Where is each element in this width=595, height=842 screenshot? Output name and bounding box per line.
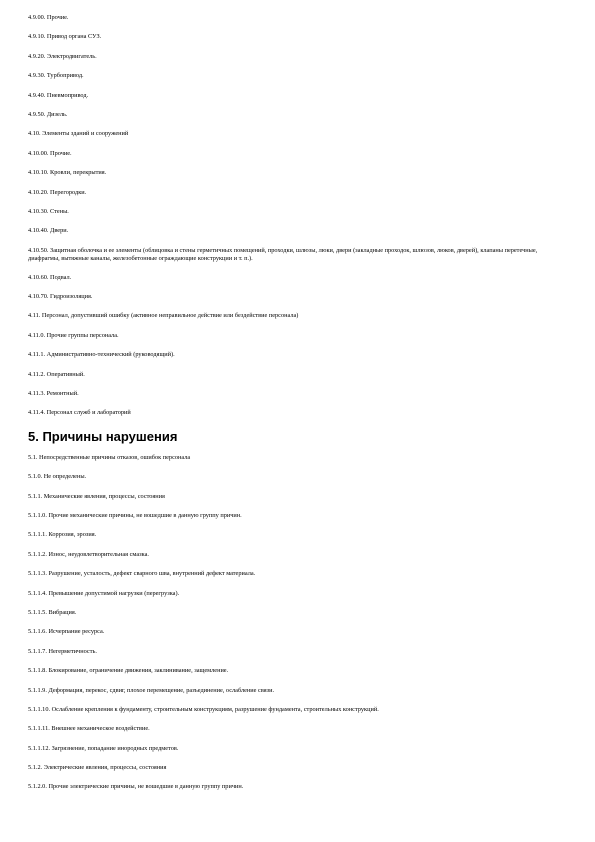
- list-item: 5.1.1.1. Коррозия, эрозия.: [28, 531, 97, 539]
- list-item: 5.1.1.3. Разрушение, усталость, дефект сварного шва, внутренний дефект материала.: [28, 570, 256, 578]
- list-item: 5.1.1.4. Превышение допустимой нагрузки (перегрузка).: [28, 589, 180, 597]
- list-item: 4.9.20. Электродвигатель.: [28, 52, 97, 60]
- list-item: 5.1.1.5. Вибрация.: [28, 608, 77, 616]
- list-item: 4.10.30. Стены.: [28, 207, 69, 215]
- list-item: 4.10.60. Подвал.: [28, 273, 72, 281]
- list-item: 5.1.1.0. Прочие механические причины, не вошедшие в данную группу причин.: [28, 511, 242, 519]
- list-item: 5.1.2.0. Прочие электрические причины, не вошедшие в данную группу причин.: [28, 783, 244, 791]
- list-item: 5.1.1.11. Внешнее механическое воздействие.: [28, 725, 150, 733]
- list-item: 4.10.10. Кровли, перекрытия.: [28, 169, 107, 177]
- section-5-list: [28, 454, 565, 792]
- list-item: 4.9.10. Привод органа СУЗ.: [28, 33, 102, 41]
- list-item: 4.9.40. Пневмопривод.: [28, 91, 89, 99]
- list-item: 5.1.0. Не определены.: [28, 473, 87, 481]
- list-item: 4.10. Элементы зданий и сооружений: [28, 130, 129, 138]
- list-item: 5.1.2. Электрические явления, процессы, состояния: [28, 764, 167, 772]
- list-item: 5.1.1.7. Негерметичность.: [28, 647, 97, 655]
- list-item: 4.11.2. Оперативный.: [28, 370, 85, 378]
- list-item: 4.10.40. Двери.: [28, 227, 69, 235]
- list-item: 4.9.00. Прочие.: [28, 14, 69, 21]
- list-item: 5.1.1.10. Ослабление крепления к фундаменту, строительным конструкциям, разрушение фундамента, строительных конструкций.: [28, 705, 379, 713]
- list-item: 4.10.50. Защитная оболочка и ее элементы (облицовка и стены герметичных помещений, проходки, шлюзы, люки, двери (закладные проходок, шлюзов, люков, дверей), клапаны перетечные, диафрагмы, вытяжные каналы, железобетонные ограждающие конструкции и т. п.).: [28, 246, 538, 262]
- list-item: 5.1. Непосредственные причины отказов, ошибок персонала: [28, 453, 191, 461]
- section-4-list: [28, 14, 565, 417]
- list-item: 4.11.3. Ремонтный.: [28, 390, 79, 398]
- list-item: 4.11.1. Административно-технический (руководящий).: [28, 351, 175, 359]
- list-item: 4.11.4. Персонал служб и лабораторий: [28, 409, 131, 417]
- list-item: 5.1.1.12. Загрязнение, попадание инородных предметов.: [28, 744, 179, 752]
- list-item: 4.9.30. Турбопривод.: [28, 72, 84, 80]
- list-item: 5.1.1.9. Деформация, перекос, сдвиг, плохое перемещение, разъединение, ослабление связи.: [28, 686, 275, 694]
- section-heading: 5. Причины нарушения: [28, 428, 178, 444]
- list-item: 4.9.50. Дизель.: [28, 110, 68, 118]
- list-item: 5.1.1.2. Износ, неудовлетворительная смазка.: [28, 550, 149, 558]
- list-item: 4.11.0. Прочие группы персонала.: [28, 331, 119, 339]
- list-item: 4.10.70. Гидроизоляция.: [28, 293, 93, 301]
- list-item: 5.1.1. Механические явления, процессы, состояния: [28, 492, 165, 500]
- list-item: 4.11. Персонал, допустивший ошибку (активное неправильное действие или бездействие персонала): [28, 312, 299, 320]
- list-item: 5.1.1.8. Блокирование, ограничение движения, заклинивание, защемление.: [28, 667, 229, 675]
- list-item: 5.1.1.6. Исчерпание ресурса.: [28, 628, 105, 636]
- list-item: 4.10.20. Перегородки.: [28, 188, 87, 196]
- list-item: 4.10.00. Прочие.: [28, 149, 72, 157]
